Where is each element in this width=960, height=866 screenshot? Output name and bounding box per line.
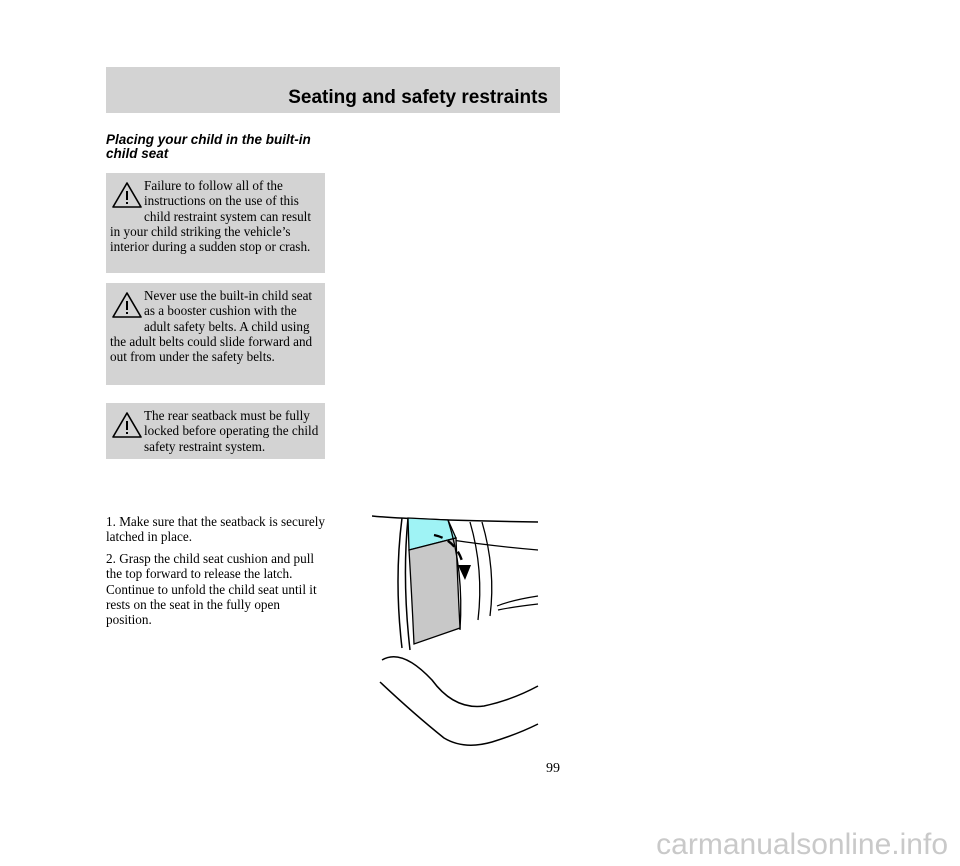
watermark: carmanualsonline.info [656,828,948,861]
instruction-step: 1. Make sure that the seatback is securely latched in place. [106,514,325,545]
instruction-step: 2. Grasp the child seat cushion and pull the top forward to release the latch. Continue to unfold the child seat until it rests on the seat in the fully open position. [106,551,317,628]
warning-text: Never use the built-in child seat as a booster cushion with the adult safety belts. A child using the adult belts could slide forward and out from under the safety belts. [110,288,313,365]
child-seat-illustration [372,510,547,750]
page-number: 99 [546,761,560,776]
seat-cushion [409,538,460,644]
page-header [106,67,560,113]
warning-triangle-icon [110,290,144,320]
warning-box [106,173,325,273]
section-heading: Placing your child in the built-in child seat [106,132,311,161]
warning-box [106,403,325,459]
warning-box [106,283,325,385]
warning-text: Failure to follow all of the instructions on the use of this child restraint system can result in your child striking the vehicle’s interior during a sudden stop or crash. [110,178,311,255]
warning-text: The rear seatback must be fully locked before operating the child safety restraint system. [144,408,319,454]
warning-triangle-icon [110,180,144,210]
warning-triangle-icon [110,410,144,440]
page-header-title: Seating and safety restraints [288,87,548,108]
